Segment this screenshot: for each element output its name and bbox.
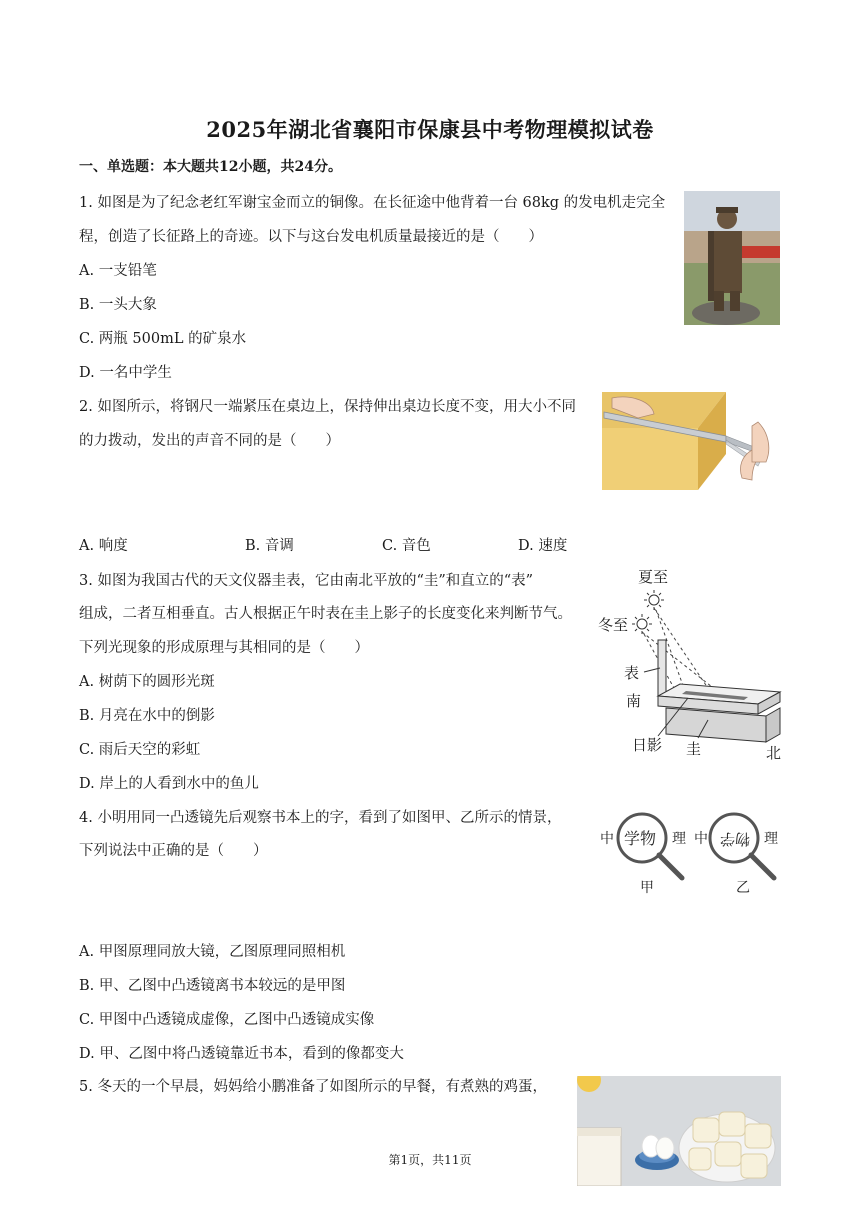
question-1-option-c: C. 两瓶 500mL 的矿泉水: [79, 331, 247, 347]
question-2-line-2: 的力拨动，发出的声音不同的是（ ）: [79, 433, 340, 449]
sun-icon: [644, 590, 664, 610]
question-4-option-c: C. 甲图中凸透镜成虚像，乙图中凸透镜成实像: [79, 1012, 375, 1028]
question-4-line-1: 4. 小明用同一凸透镜先后观察书本上的字，看到了如图甲、乙所示的情景，: [79, 810, 562, 826]
page-title: 2025年湖北省襄阳市保康县中考物理模拟试卷: [206, 117, 654, 142]
question-5-line-1: 5. 冬天的一个早晨，妈妈给小鹏准备了如图所示的早餐，有煮熟的鸡蛋，: [79, 1079, 547, 1095]
question-4-option-d: D. 甲、乙图中将凸透镜靠近书本，看到的像都变大: [79, 1046, 404, 1062]
lens-b-image-text: 物学: [719, 830, 750, 848]
question-1-option-a: A. 一支铅笔: [79, 263, 157, 279]
question-3-line-2: 组成，二者互相垂直。古人根据正午时表在圭上影子的长度变化来判断节气。: [79, 606, 572, 622]
label-shadow: 日影: [632, 736, 663, 754]
question-1-line-2: 程，创造了长征路上的奇迹。以下与这台发电机质量最接近的是（ ）: [79, 229, 543, 245]
section-heading: 一、单选题：本大题共12小题，共24分。: [79, 159, 342, 175]
question-2-option-d: D. 速度: [518, 538, 568, 554]
lens-a-right-char: 理: [672, 831, 686, 847]
ruler-photo: [602, 392, 780, 490]
question-3-option-a: A. 树荫下的圆形光斑: [79, 674, 215, 690]
lens-b-left-char: 中: [694, 831, 708, 847]
lens-a-label: 甲: [640, 880, 654, 896]
question-4-option-b: B. 甲、乙图中凸透镜离书本较远的是甲图: [79, 978, 346, 994]
lens-b-right-char: 理: [764, 831, 778, 847]
question-3-line-3: 下列光现象的形成原理与其相同的是（ ）: [79, 640, 369, 656]
question-4-option-a: A. 甲图原理同放大镜，乙图原理同照相机: [79, 944, 346, 960]
statue-photo: [684, 191, 780, 325]
question-4-line-2: 下列说法中正确的是（ ）: [79, 843, 268, 859]
sun-icon: [632, 614, 652, 634]
label-north: 北: [766, 744, 782, 762]
question-3-option-c: C. 雨后天空的彩虹: [79, 742, 201, 758]
question-1-option-b: B. 一头大象: [79, 297, 157, 313]
question-1-option-d: D. 一名中学生: [79, 365, 172, 381]
question-2-option-b: B. 音调: [245, 538, 294, 554]
label-gui: 圭: [686, 740, 702, 758]
lens-a-left-char: 中: [600, 831, 614, 847]
label-summer: 夏至: [638, 568, 669, 586]
guibiao-diagram: [596, 564, 786, 764]
lens-b-label: 乙: [736, 880, 750, 896]
question-3-line-1: 3. 如图为我国古代的天文仪器圭表，它由南北平放的“圭”和直立的“表”: [79, 573, 534, 589]
question-2-option-a: A. 响度: [79, 538, 128, 554]
question-2-option-c: C. 音色: [382, 538, 431, 554]
label-biao: 表: [624, 664, 640, 682]
question-1-line-1: 1. 如图是为了纪念老红军谢宝金而立的铜像。在长征途中他背着一台 68kg 的发电机走完全: [79, 195, 666, 211]
lens-a-image-text: 学物: [624, 829, 657, 848]
lens-diagram: [598, 808, 784, 896]
page-footer: 第1页，共11页: [388, 1153, 472, 1167]
question-3-option-b: B. 月亮在水中的倒影: [79, 708, 215, 724]
question-2-line-1: 2. 如图所示，将钢尺一端紧压在桌边上，保持伸出桌边长度不变，用大小不同: [79, 399, 576, 415]
label-south: 南: [626, 692, 642, 710]
question-3-option-d: D. 岸上的人看到水中的鱼儿: [79, 776, 259, 792]
label-winter: 冬至: [598, 616, 629, 634]
breakfast-photo: [577, 1076, 781, 1186]
